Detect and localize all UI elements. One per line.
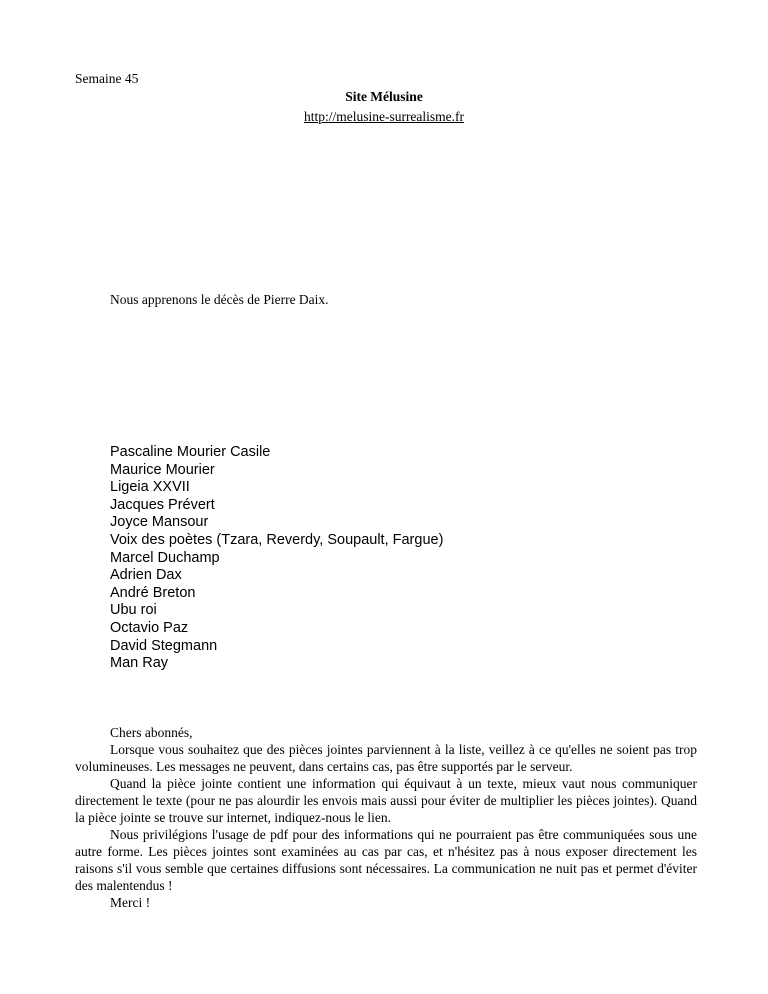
list-item: Man Ray <box>110 655 169 672</box>
site-url-link[interactable]: http://melusine-surrealisme.fr <box>303 109 465 124</box>
list-item: Ubu roi <box>110 602 157 619</box>
list-item: Jacques Prévert <box>110 496 215 513</box>
list-item: Marcel Duchamp <box>110 549 220 566</box>
list-item: Ligeia XXVII <box>110 479 190 496</box>
message-paragraph: Lorsque vous souhaitez que des pièces jointes parviennent à la liste, veillez à ce qu'elles ne soient pas trop volumineuses. Les messages ne peuvent, dans certains cas, pas être supportés par le serveur. <box>75 742 697 774</box>
message-greeting: Chers abonnés, <box>110 725 193 740</box>
message-closing: Merci ! <box>110 895 151 910</box>
subscriber-message <box>75 724 697 911</box>
message-paragraph: Quand la pièce jointe contient une information qui équivaut à un texte, mieux vaut nous communiquer directement le texte (pour ne pas alourdir les envois mais aussi pour éviter de multiplier les pièces jointes). Quand la pièce jointe se trouve sur internet, indiquez-nous le lien. <box>75 776 697 825</box>
names-list <box>110 444 443 673</box>
week-label: Semaine 45 <box>75 71 139 86</box>
list-item: Maurice Mourier <box>110 461 215 478</box>
site-url <box>0 108 768 125</box>
list-item: Octavio Paz <box>110 619 189 636</box>
site-title: Site Mélusine <box>345 89 423 104</box>
list-item: Voix des poètes (Tzara, Reverdy, Soupault, Fargue) <box>110 531 444 548</box>
list-item: David Stegmann <box>110 637 218 654</box>
list-item: Adrien Dax <box>110 567 182 584</box>
list-item: Pascaline Mourier Casile <box>110 444 271 460</box>
list-item: André Breton <box>110 584 196 601</box>
announcement: Nous apprenons le décès de Pierre Daix. <box>110 292 329 307</box>
message-paragraph: Nous privilégions l'usage de pdf pour des informations qui ne pourraient pas être communiquées sous une autre forme. Les pièces jointes sont examinées au cas par cas, et n'hésitez pas à nous exposer directement les raisons s'il vous semble que certaines diffusions sont nécessaires. La communication ne nuit pas et permet d'éviter des malentendus ! <box>75 827 697 893</box>
list-item: Joyce Mansour <box>110 514 209 531</box>
